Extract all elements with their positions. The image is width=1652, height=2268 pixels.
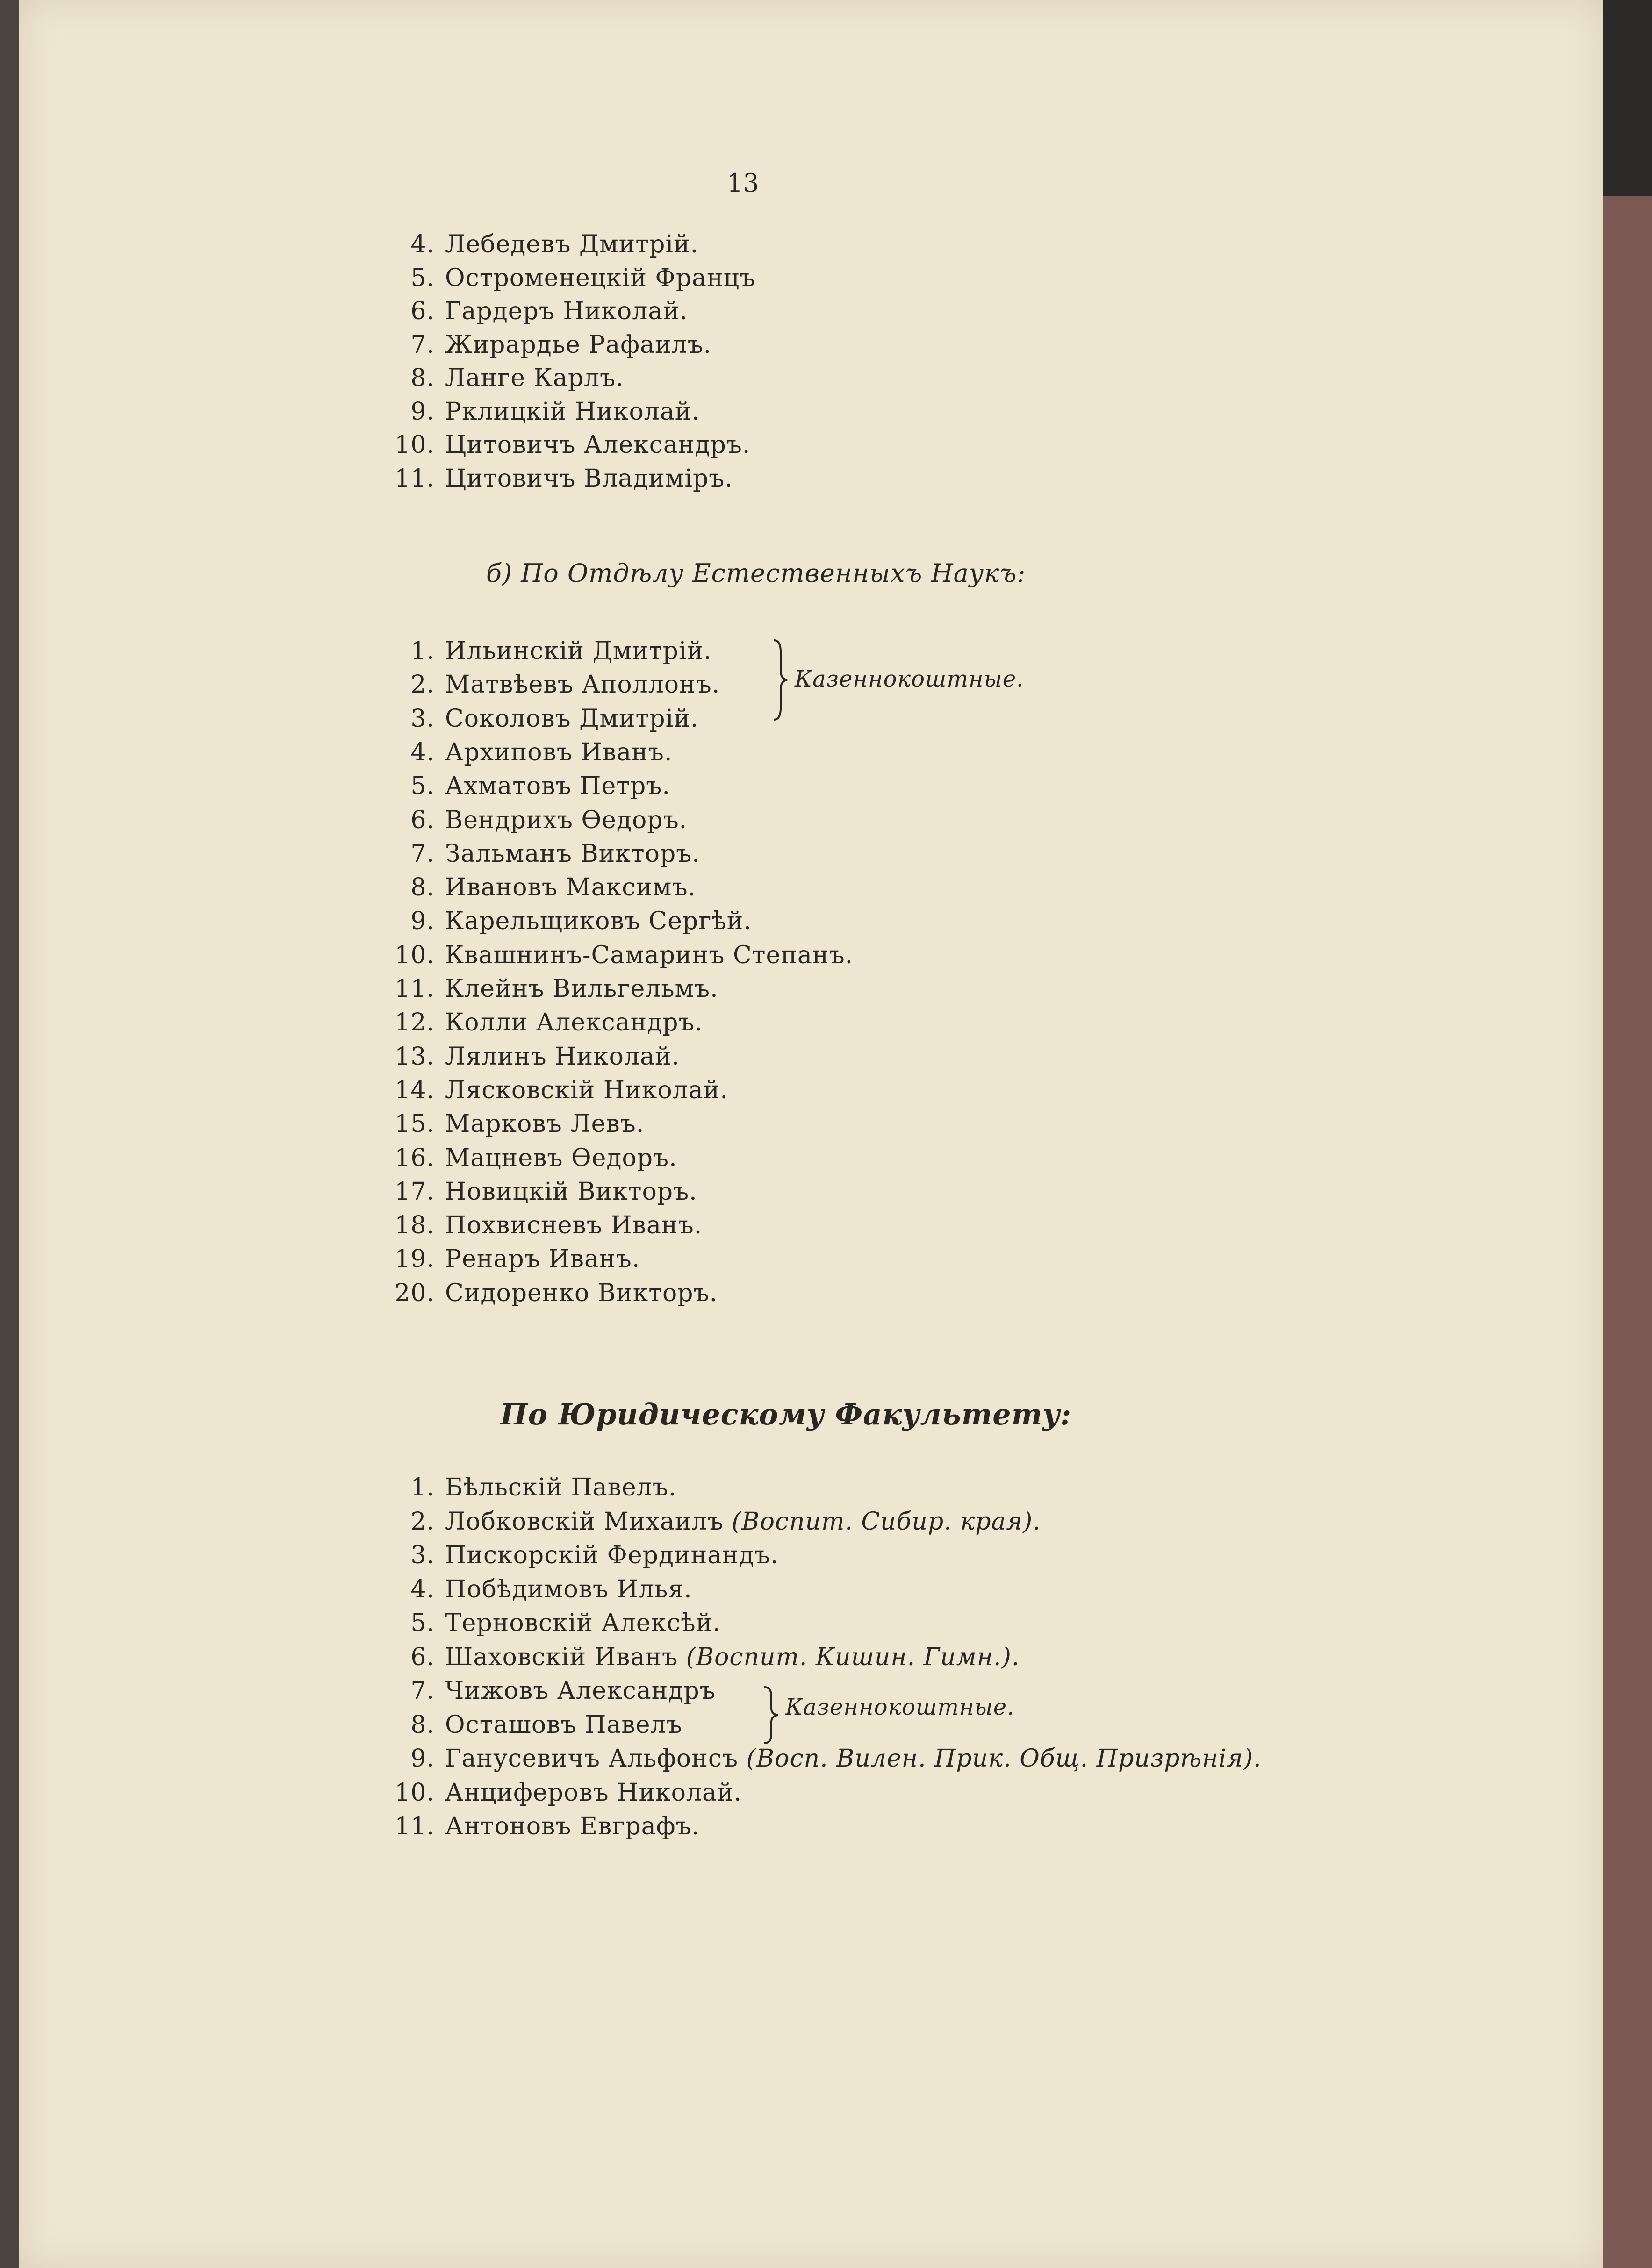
item-number: 3. [410, 1541, 435, 1569]
item-number: 11. [395, 464, 435, 493]
list-item [393, 1243, 640, 1275]
item-number: 10. [395, 431, 435, 459]
list-item [393, 668, 720, 701]
person-name: Побѣдимовъ Илья. [445, 1575, 692, 1603]
person-name: Мацневъ Ѳедоръ. [445, 1144, 677, 1172]
person-name: Матвѣевъ Аполлонъ. [445, 671, 720, 699]
list-item [393, 736, 672, 769]
person-name: Бѣльскій Павелъ. [445, 1474, 677, 1502]
brace-c-label: Казеннокоштные. [785, 1694, 1015, 1720]
list-item [393, 1471, 676, 1504]
list-item [393, 939, 853, 972]
person-name: Лобковскій Михаилъ [445, 1507, 724, 1536]
item-number: 8. [410, 873, 435, 902]
item-number: 9. [410, 1745, 435, 1773]
person-name: Рклицкій Николай. [445, 397, 700, 426]
item-number: 2. [410, 1507, 435, 1536]
item-number: 16. [395, 1144, 435, 1172]
list-item [393, 635, 712, 667]
item-number: 4. [410, 738, 435, 766]
item-number: 1. [410, 637, 435, 665]
list-item [393, 1209, 702, 1242]
item-number: 6. [410, 297, 435, 325]
person-name: Похвисневъ Иванъ. [445, 1211, 703, 1240]
person-note: (Воспит. Сибир. края). [732, 1507, 1041, 1536]
item-number: 20. [395, 1279, 435, 1307]
list-item [393, 1674, 716, 1707]
item-number: 5. [410, 264, 435, 292]
item-number: 18. [395, 1211, 435, 1240]
list-item [393, 770, 670, 802]
person-name: Терновскій Алексѣй. [445, 1609, 721, 1637]
person-name: Колли Александръ. [445, 1009, 703, 1037]
person-name: Ильинскій Дмитрій. [445, 637, 712, 665]
list-item [393, 228, 698, 261]
item-number: 6. [410, 806, 435, 834]
item-number: 1. [410, 1474, 435, 1502]
person-name: Гардеръ Николай. [445, 297, 688, 325]
list-item [393, 804, 687, 837]
list-item [393, 262, 755, 294]
item-number: 8. [410, 1710, 435, 1739]
list-item [393, 837, 700, 870]
item-number: 4. [410, 230, 435, 258]
item-number: 7. [410, 1677, 435, 1705]
item-number: 4. [410, 1575, 435, 1603]
person-name: Ганусевичъ Альфонсъ [445, 1745, 739, 1773]
person-name: Лясковскій Николай. [445, 1076, 728, 1104]
person-name: Пискорскій Фердинандъ. [445, 1541, 779, 1569]
item-number: 11. [395, 975, 435, 1003]
item-number: 3. [410, 704, 435, 733]
person-name: Зальманъ Викторъ. [445, 839, 700, 868]
item-number: 9. [410, 907, 435, 936]
list-item [393, 295, 688, 328]
list-item [393, 1074, 728, 1107]
person-name: Остроменецкій Францъ [445, 264, 756, 292]
item-number: 9. [410, 397, 435, 426]
person-name: Цитовичъ Александръ. [445, 431, 751, 459]
person-name: Квашнинъ-Самаринъ Степанъ. [445, 941, 854, 969]
person-name: Вендрихъ Ѳедоръ. [445, 806, 688, 834]
list-item [393, 702, 698, 735]
person-name: Архиповъ Иванъ. [445, 738, 673, 766]
person-name: Ахматовъ Петръ. [445, 772, 670, 801]
item-number: 14. [395, 1076, 435, 1104]
list-item [393, 1539, 779, 1572]
item-number: 10. [395, 941, 435, 969]
list-item [393, 395, 700, 428]
person-name: Клейнъ Вильгельмъ. [445, 975, 718, 1003]
list-item [393, 1142, 677, 1174]
person-name: Чижовъ Александръ [445, 1677, 716, 1705]
list-item [393, 1040, 680, 1073]
person-note: (Воспит. Кишин. Гимн.). [686, 1643, 1020, 1671]
person-name: Новицкій Викторъ. [445, 1177, 697, 1206]
brace-b [771, 638, 790, 722]
list-item [393, 429, 750, 461]
person-name: Марковъ Левъ. [445, 1110, 645, 1138]
person-name: Карельщиковъ Сергѣй. [445, 907, 752, 936]
list-item [393, 1810, 700, 1843]
list-item [393, 1573, 692, 1606]
item-number: 2. [410, 671, 435, 699]
item-number: 11. [395, 1812, 435, 1840]
person-name: Ренаръ Иванъ. [445, 1245, 640, 1274]
list-item [393, 1742, 1262, 1775]
list-item [393, 1006, 703, 1039]
item-number: 8. [410, 364, 435, 392]
item-number: 10. [395, 1778, 435, 1807]
person-name: Антоновъ Евграфъ. [445, 1812, 700, 1840]
list-item [393, 1641, 1020, 1674]
list-item [393, 1108, 644, 1140]
law-faculty-heading: По Юридическому Факультету: [500, 1397, 1072, 1431]
person-name: Ивановъ Максимъ. [445, 873, 697, 902]
list-item [393, 1607, 721, 1639]
person-name: Осташовъ Павелъ [445, 1710, 682, 1739]
item-number: 17. [395, 1177, 435, 1206]
person-name: Ланге Карлъ. [445, 364, 624, 392]
item-number: 5. [410, 772, 435, 801]
list-item [393, 462, 733, 495]
document-page [19, 0, 1603, 2268]
person-name: Жирардье Рафаилъ. [445, 330, 712, 359]
list-item [393, 362, 624, 394]
list-item [393, 1505, 1041, 1538]
item-number: 7. [410, 839, 435, 868]
item-number: 19. [395, 1245, 435, 1274]
section-b-heading: б) По Отдѣлу Естественныхъ Наукъ: [486, 558, 1026, 588]
item-number: 6. [410, 1643, 435, 1671]
brace-b-label: Казеннокоштные. [795, 666, 1024, 692]
list-item [393, 1709, 682, 1741]
person-name: Сидоренко Викторъ. [445, 1279, 718, 1307]
person-name: Цитовичъ Владиміръ. [445, 464, 733, 493]
person-name: Лебедевъ Дмитрій. [445, 230, 699, 258]
list-item [393, 905, 752, 937]
list-item [393, 1776, 742, 1809]
person-name: Лялинъ Николай. [445, 1042, 680, 1071]
brace-c [762, 1685, 781, 1746]
person-note: (Восп. Вилен. Прик. Общ. Призрѣнія). [746, 1745, 1262, 1773]
list-item [393, 871, 696, 904]
item-number: 7. [410, 330, 435, 359]
person-name: Анциферовъ Николай. [445, 1778, 742, 1807]
list-item [393, 973, 718, 1005]
list-item [393, 329, 711, 361]
item-number: 12. [395, 1009, 435, 1037]
item-number: 13. [395, 1042, 435, 1071]
page-number: 13 [727, 168, 759, 198]
list-item [393, 1175, 697, 1208]
item-number: 15. [395, 1110, 435, 1138]
book-cover-edge [1603, 196, 1652, 2268]
list-item [393, 1277, 718, 1309]
item-number: 5. [410, 1609, 435, 1637]
person-name: Соколовъ Дмитрій. [445, 704, 699, 733]
person-name: Шаховскій Иванъ [445, 1643, 678, 1671]
